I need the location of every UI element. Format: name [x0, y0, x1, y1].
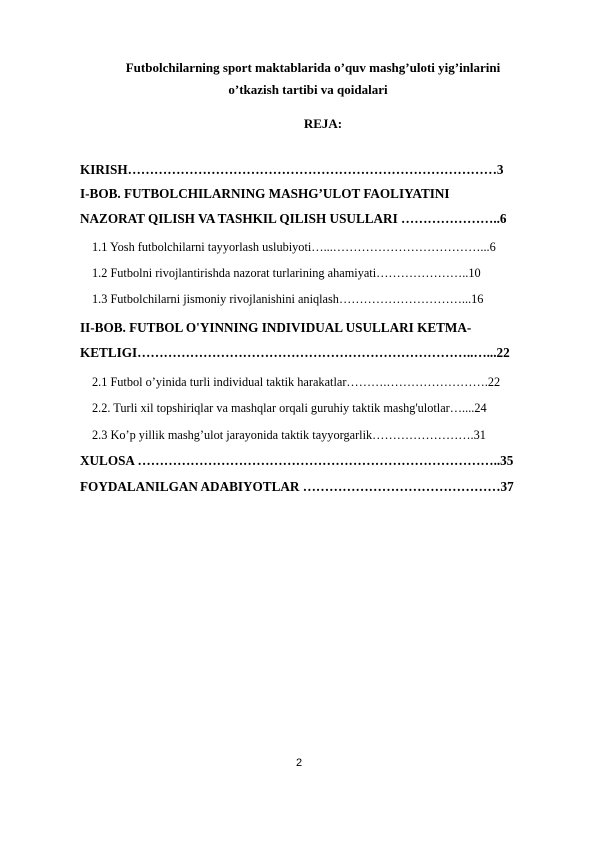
toc-section-2-1: 2.1 Futbol o’yinida turli individual taktik harakatlar……….…………………….22 — [92, 375, 501, 389]
toc-chapter-2-line-2: KETLIGI…………………………………………………………………..…...22 — [80, 345, 510, 360]
document-title-line-1: Futbolchilarning sport maktablarida o’quv mashg’uloti yig’inlarini — [125, 60, 501, 75]
toc-chapter-1-line-1: I-BOB. FUTBOLCHILARNING MASHG’ULOT FAOLIYATINI — [80, 186, 450, 201]
page-number: 2 — [295, 757, 303, 769]
toc-entry-xulosa: XULOSA ………………………………………………………………………..35 — [80, 453, 514, 468]
toc-section-1-1: 1.1 Yosh futbolchilarni tayyorlash uslubiyoti…...………………………………...6 — [92, 240, 496, 254]
toc-section-1-3: 1.3 Futbolchilarni jismoniy rivojlanishini aniqlash…………………………...16 — [92, 292, 484, 306]
toc-section-2-2: 2.2. Turli xil topshiriqlar va mashqlar orqali guruhiy taktik mashg'ulotlar…....24 — [92, 401, 487, 415]
toc-section-2-3: 2.3 Ko’p yillik mashg’ulot jarayonida taktik tayyorgarlik…………………….31 — [92, 428, 486, 442]
toc-chapter-1-line-2: NAZORAT QILISH VA TASHKIL QILISH USULLARI …………………..6 — [80, 211, 507, 226]
toc-chapter-2-line-1: II-BOB. FUTBOL O'YINNING INDIVIDUAL USULLARI KETMA- — [80, 320, 472, 335]
document-title-line-2: o’tkazish tartibi va qoidalari — [228, 82, 388, 97]
toc-entry-adabiyotlar: FOYDALANILGAN ADABIYOTLAR ………………………………………37 — [80, 479, 514, 494]
plan-heading: REJA: — [303, 116, 343, 131]
toc-entry-kirish: KIRISH…………………………………………………………………………3 — [80, 162, 504, 177]
toc-section-1-2: 1.2 Futbolni rivojlantirishda nazorat turlarining ahamiyati…………………..10 — [92, 266, 481, 280]
